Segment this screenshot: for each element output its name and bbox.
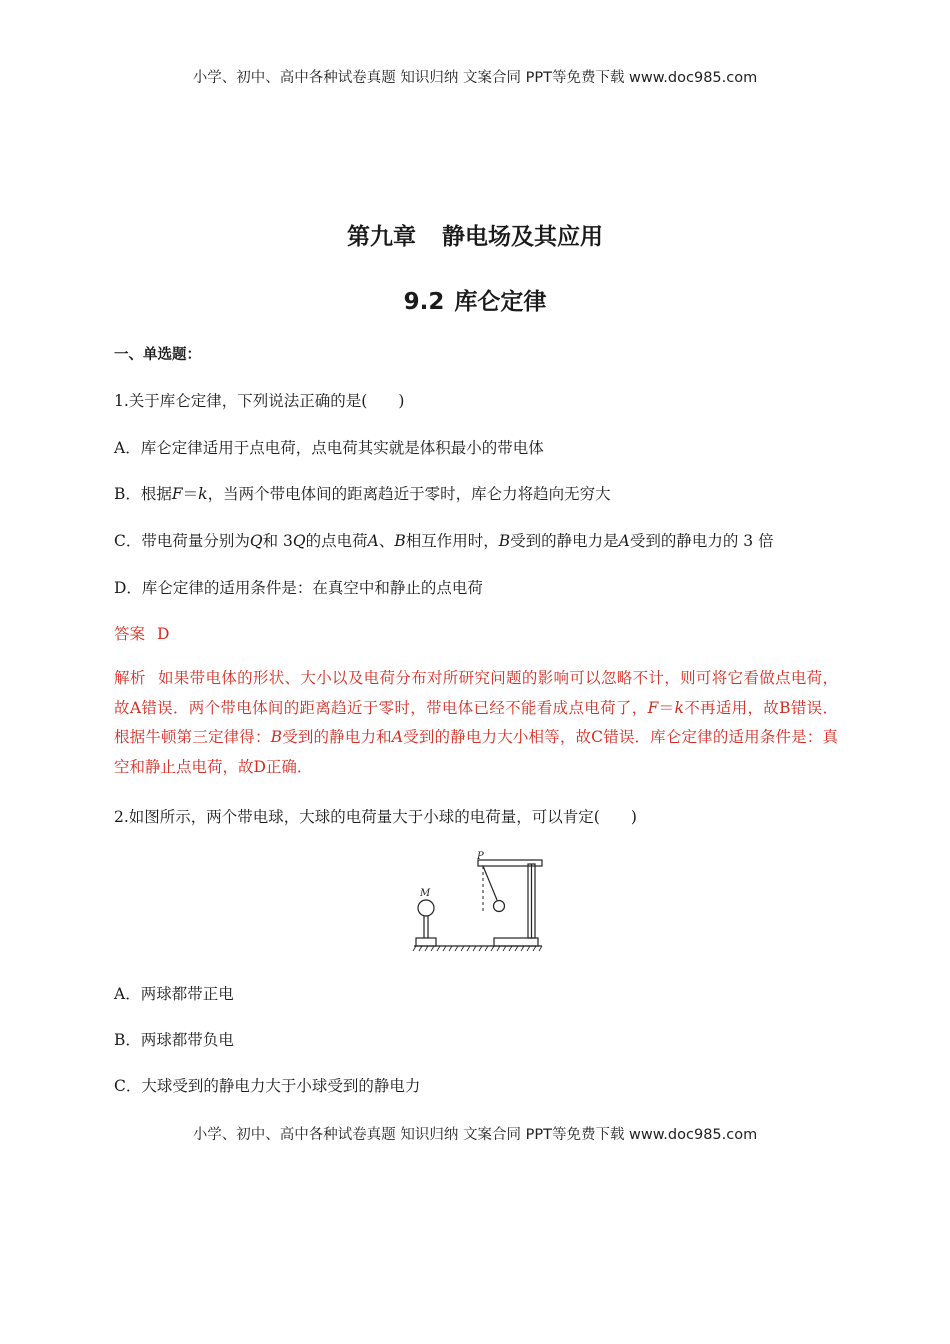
analysis-p4: 受到的静电力大小相等，故C错误．库仑定律的适用条件是：真空和静止点电荷，故D正确． — [114, 728, 838, 776]
chapter-title — [0, 218, 950, 251]
q1-option-b-prefix: B．根据 — [114, 485, 172, 503]
q1-option-c-t3: 相互作用时， — [405, 532, 499, 550]
q1-option-b-eq: ＝ — [182, 485, 199, 503]
q1-option-c-q1: Q — [249, 532, 263, 550]
section-title — [0, 283, 950, 316]
chapter-number: 第九章 — [347, 224, 416, 250]
analysis-a: A — [391, 728, 404, 746]
q1-option-c-b2: B — [498, 532, 511, 550]
q2-option-b: B．两球都带负电 — [114, 1031, 234, 1049]
analysis-eq: ＝ — [658, 698, 675, 717]
q1-option-c-t1: 和 3 — [262, 532, 293, 550]
analysis-b: B — [270, 728, 283, 746]
q1-option-d: D．库仑定律的适用条件是：在真空中和静止的点电荷 — [114, 579, 483, 597]
footer-banner: 小学、初中、高中各种试卷真题 知识归纳 文案合同 PPT等免费下载 www.doc985.com — [192, 1127, 758, 1143]
part-heading: 一、单选题： — [114, 347, 201, 363]
analysis-p1: 如果带电体的形状、大小以及电荷分布对所研究问题的影响可以忽略不计，则可将它看做点电荷，故A错误．两个带电体间的距离趋近于零时，带电体已经不能看成点电荷了， — [114, 669, 838, 717]
figure-label-p: P — [477, 851, 484, 862]
q1-stem: 1.关于库仑定律，下列说法正确的是( ) — [114, 392, 405, 410]
q1-option-c-sep: 、 — [378, 532, 395, 550]
answer-label: 答案 — [114, 625, 146, 643]
q1-option-b-suffix: ，当两个带电体间的距离趋近于零时，库仑力将趋向无穷大 — [207, 485, 611, 503]
q1-option-c — [114, 529, 774, 551]
q1-option-b-k: k — [198, 485, 208, 503]
q1-option-b — [114, 482, 611, 504]
q1-option-c-t2: 的点电荷 — [305, 532, 368, 550]
q1-option-c-a1: A — [367, 532, 379, 550]
q1-option-c-q2: Q — [292, 532, 306, 550]
q1-option-c-t4: 受到的静电力是 — [510, 532, 619, 550]
q2-option-c: C．大球受到的静电力大于小球受到的静电力 — [114, 1077, 421, 1095]
q2-stem: 2.如图所示，两个带电球，大球的电荷量大于小球的电荷量，可以肯定( ) — [114, 808, 637, 826]
analysis-label: 解析 — [114, 669, 146, 687]
analysis-p3: 受到的静电力和 — [282, 728, 392, 746]
analysis-f: F — [647, 698, 659, 717]
header-banner: 小学、初中、高中各种试卷真题 知识归纳 文案合同 PPT等免费下载 www.doc985.com — [192, 70, 758, 86]
q1-option-b-f: F — [171, 485, 183, 503]
q1-option-c-t5: 受到的静电力的 3 倍 — [629, 532, 774, 550]
section-name: 库仑定律 — [454, 289, 547, 315]
q1-analysis — [114, 664, 838, 782]
analysis-k: k — [674, 698, 684, 717]
answer-value: D — [157, 625, 170, 643]
q1-option-c-b1: B — [394, 532, 406, 550]
q2-option-a: A．两球都带正电 — [114, 985, 234, 1003]
section-number: 9.2 — [403, 289, 445, 315]
analysis-p2: 不再适用，故B错误．根据牛顿第三定律得： — [114, 698, 838, 746]
q1-option-a: A．库仑定律适用于点电荷，点电荷其实就是体积最小的带电体 — [114, 439, 544, 457]
q1-option-c-a2: A — [618, 532, 630, 550]
pendulum-figure — [410, 850, 546, 954]
q1-option-c-prefix: C．带电荷量分别为 — [114, 532, 250, 550]
figure-label-m: M — [420, 888, 431, 899]
q1-answer — [114, 622, 169, 644]
chapter-name: 静电场及其应用 — [442, 224, 603, 250]
